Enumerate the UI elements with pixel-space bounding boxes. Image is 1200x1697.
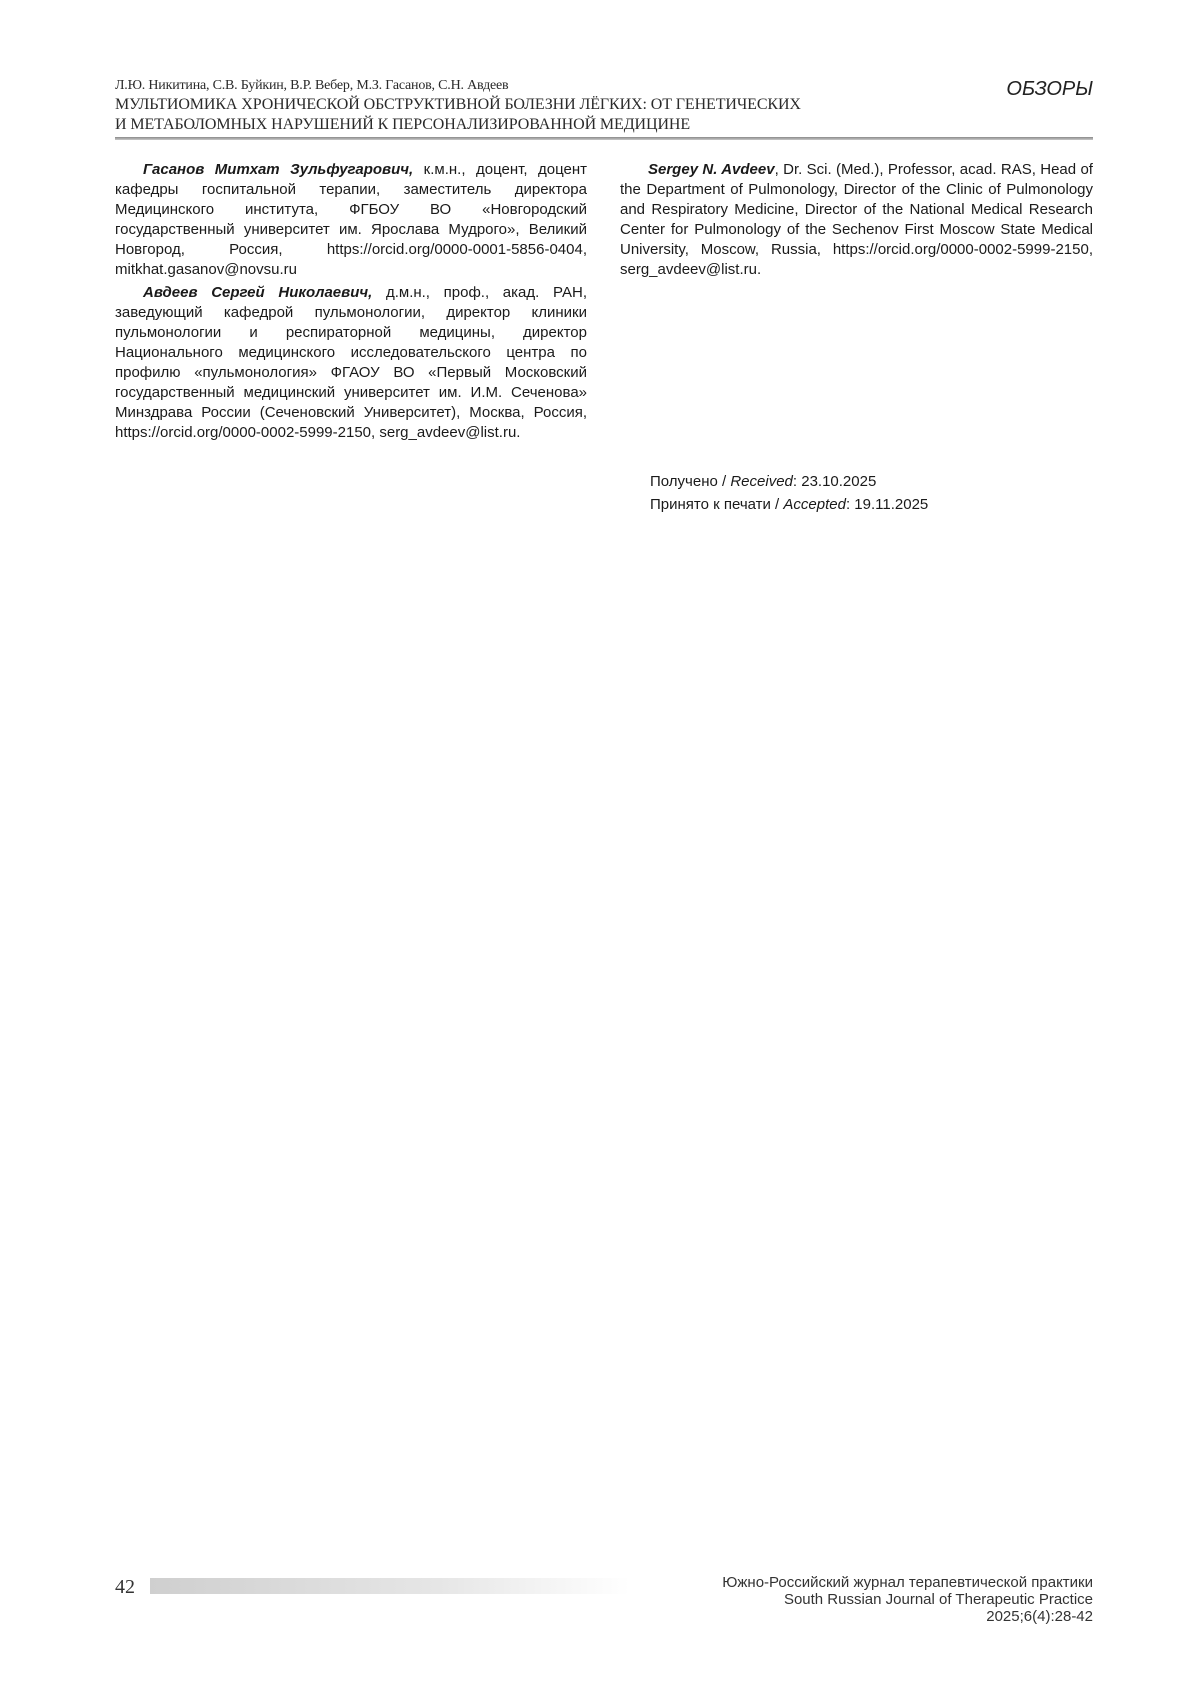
received-value: : 23.10.2025 [792,473,877,490]
page-number: 42 [115,1576,135,1598]
accepted-label-ru: Принято к печати / [650,496,784,513]
author-bio-avdeev-ru [115,283,587,443]
right-column [620,160,1093,283]
journal-name-ru: Южно-Российский журнал терапевтической практики [722,1574,1093,1591]
author-name: Авдеев Сергей Николаевич, [143,284,373,301]
accepted-value: : 19.11.2025 [845,496,929,513]
author-details: к.м.н., доцент, доцент кафедры госпитальной терапии, заместитель директора Медицинского института, ФГБОУ ВО «Новгородский государственный университет им. Ярослава Мудрого», Великий Новгород, Россия, https://orcid.org/0000-0001-5856-0404, mitkhat.gasanov@novsu.ru [115,161,587,278]
author-bio-gasanov [115,160,587,280]
received-label-ru: Получено / [650,473,731,490]
section-label: ОБЗОРЫ [1006,78,1093,100]
header-title-line2: И МЕТАБОЛОМНЫХ НАРУШЕНИЙ К ПЕРСОНАЛИЗИРОВАННОЙ МЕДИЦИНЕ [115,116,691,133]
accepted-date [650,493,928,516]
header-title-line1: МУЛЬТИОМИКА ХРОНИЧЕСКОЙ ОБСТРУКТИВНОЙ БОЛЕЗНИ ЛЁГКИХ: ОТ ГЕНЕТИЧЕСКИХ [115,96,801,113]
left-column [115,160,587,446]
journal-name-en: South Russian Journal of Therapeutic Practice [783,1591,1093,1608]
journal-citation: 2025;6(4):28-42 [986,1608,1093,1625]
author-bio-avdeev-en [620,160,1093,280]
footer-gradient-bar [150,1578,630,1594]
journal-info [722,1574,1093,1625]
received-date [650,470,928,493]
accepted-label-en: Accepted [783,496,846,513]
running-header [115,78,1093,134]
author-name: Sergey N. Avdeev [648,161,775,178]
author-name: Гасанов Митхат Зульфугарович, [143,161,414,178]
received-label-en: Received [730,473,793,490]
article-dates [650,470,928,516]
author-details: д.м.н., проф., акад. РАН, заведующий кафедрой пульмонологии, директор клиники пульмонологии и респираторной медицины, директор Национального медицинского исследовательского центра по профилю «пульмонология» ФГАОУ ВО «Первый Московский государственный медицинский университет им. И.М. Сеченова» Минздрава России (Сеченовский Университет), Москва, Россия, https://orcid.org/0000-0002-5999-2150, serg_avdeev@list.ru. [115,284,587,441]
author-details: , Dr. Sci. (Med.), Professor, acad. RAS, Head of the Department of Pulmonology, Director of the Clinic of Pulmonology and Respiratory Medicine, Director of the National Medical Research Center for Pulmonology of the Sechenov First Moscow State Medical University, Moscow, Russia, https://orcid.org/0000-0002-5999-2150, serg_avdeev@list.ru. [620,161,1093,278]
header-authors: Л.Ю. Никитина, С.В. Буйкин, В.Р. Вебер, М.З. Гасанов, С.Н. Авдеев [115,78,509,93]
header-divider [115,137,1093,140]
